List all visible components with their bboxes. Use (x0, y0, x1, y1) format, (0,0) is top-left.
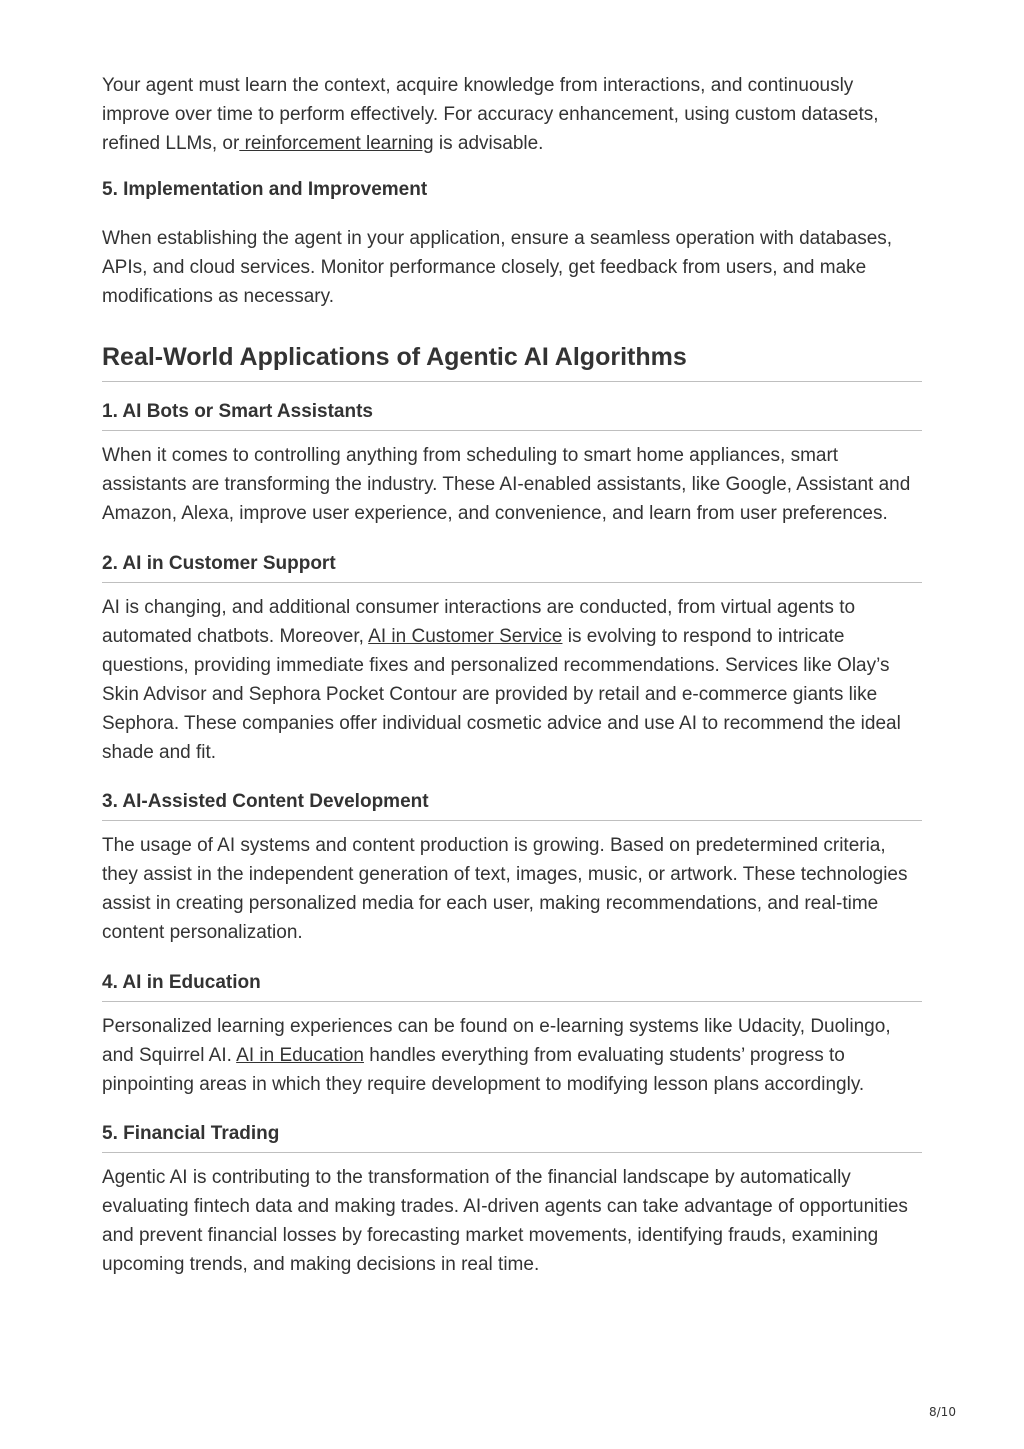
item-4-text: Personalized learning experiences can be found on e-learning systems like Udacity, Duolingo, and Squirrel AI. (102, 1016, 891, 1066)
page-number: 8/10 (929, 1405, 956, 1419)
item-4-heading: 4. AI in Education (102, 970, 922, 1002)
intro-paragraph (102, 71, 922, 158)
step5-heading: 5. Implementation and Improvement (102, 179, 428, 200)
item-3-paragraph: The usage of AI systems and content production is growing. Based on predetermined criteria, they assist in the independent generation of text, images, music, or artwork. These technologies assist in creating personalized media for each user, making recommendations, and real-time content personalization. (102, 835, 908, 943)
step5-paragraph: When establishing the agent in your application, ensure a seamless operation with databases, APIs, and cloud services. Monitor performance closely, get feedback from users, and make modifications as necessary. (102, 228, 893, 307)
item-2-text-end: is evolving to respond to intricate questions, providing immediate fixes and personalized recommendations. Services like Olay’s Skin Advisor and Sephora Pocket Contour are provided by retail and e-commerce giants like Sephora. These companies offer individual cosmetic advice and use AI to recommend the ideal shade and fit. (102, 626, 901, 763)
intro-text-end: is advisable. (433, 133, 544, 154)
item-5-heading: 5. Financial Trading (102, 1121, 922, 1153)
item-2-paragraph (102, 593, 922, 767)
reinforcement-learning-link[interactable]: reinforcement learning (239, 133, 434, 154)
item-1-heading: 1. AI Bots or Smart Assistants (102, 399, 922, 431)
item-4-text-end: handles everything from evaluating students’ progress to pinpointing areas in which they require development to modifying lesson plans accordingly. (102, 1045, 865, 1095)
item-3-heading: 3. AI-Assisted Content Development (102, 789, 922, 821)
item-5-paragraph: Agentic AI is contributing to the transformation of the financial landscape by automatically evaluating fintech data and making trades. AI-driven agents can take advantage of opportunities and prevent financial losses by forecasting market movements, identifying frauds, examining upcoming trends, and making decisions in real time. (102, 1167, 908, 1275)
item-1-paragraph: When it comes to controlling anything from scheduling to smart home appliances, smart assistants are transforming the industry. These AI-enabled assistants, like Google, Assistant and Amazon, Alexa, improve user experience, and convenience, and learn from user preferences. (102, 445, 911, 524)
section-title: Real-World Applications of Agentic AI Algorithms (102, 340, 922, 382)
item-4-paragraph (102, 1012, 922, 1099)
item-2-text: AI is changing, and additional consumer interactions are conducted, from virtual agents to automated chatbots. Moreover, (102, 597, 856, 647)
item-2-heading: 2. AI in Customer Support (102, 551, 922, 583)
ai-in-customer-service-link[interactable]: AI in Customer Service (368, 626, 563, 647)
ai-in-education-link[interactable]: AI in Education (236, 1045, 364, 1066)
document-page (102, 71, 922, 1279)
intro-text: Your agent must learn the context, acquire knowledge from interactions, and continuously improve over time to perform effectively. For accuracy enhancement, using custom datasets, refined LLMs, or (102, 75, 879, 154)
